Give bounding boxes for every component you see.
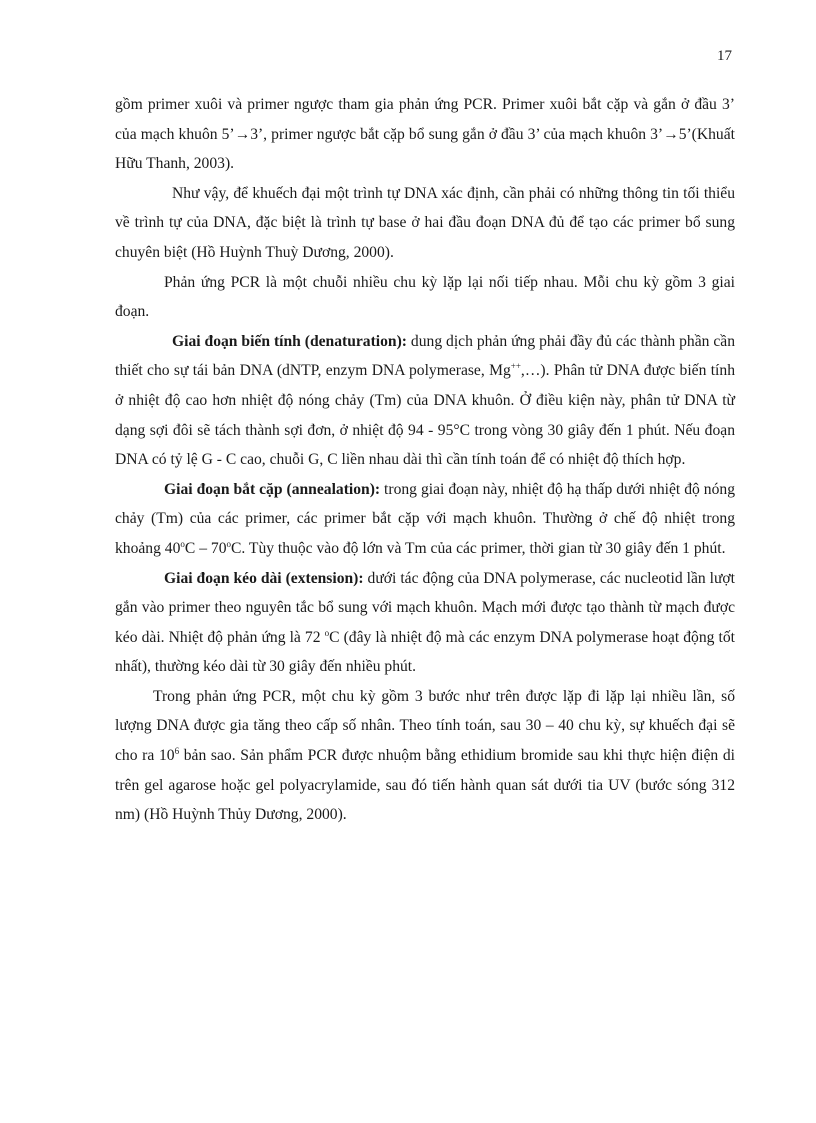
magnesium-charge: ++ [510,361,521,372]
annealing-heading: Giai đoạn bắt cặp [164,480,283,498]
paragraph-denaturation [115,327,735,475]
paragraph-amplification [115,682,735,830]
denaturation-heading: Giai đoạn biến tính (denaturation): [172,332,407,350]
paragraph-annealing [115,475,735,564]
amplification-text-b: bản sao. Sản phẩm PCR được nhuộm bằng ethidium bromide sau khi thực hiện điện di trên gel agarose hoặc gel polyacrylamide, sau đó tiến hành quan sát dưới tia UV (bước sóng 312 nm) (Hồ Huỳnh Thủy Dương, 2000). [115,747,735,824]
degree-sup-2: o [226,538,231,549]
annealing-heading-paren: (annealation): [286,480,381,498]
paragraph-primer-design: Như vậy, để khuếch đại một trình tự DNA xác định, cần phải có những thông tin tối thiểu về trình tự của DNA, đặc biệt là trình tự base ở hai đầu đoạn DNA đủ để tạo các primer bổ sung chuyên biệt (Hồ Huỳnh Thuỳ Dương, 2000). [115,184,735,261]
denaturation-text-b: ,…). Phân tử DNA được biến tính ở nhiệt độ cao hơn nhiệt độ nóng chảy (Tm) của DNA khuôn. Ở điều kiện này, phân tử DNA từ dạng sợi đôi sẽ tách thành sợi đơn, ở nhiệt độ 94 - 95°C trong vòng 30 giây đến 1 phút. Nếu đoạn DNA có tỷ lệ G - C cao, chuỗi G, C liền nhau dài thì cần tính toán để có nhiệt độ thích hợp. [115,362,735,469]
extension-text-a: dưới tác động của DNA polymerase, các nucleotid lần lượt gắn vào primer theo nguyên tắc bổ sung với mạch khuôn. Mạch mới được tạo thành từ mạch được kéo dài. Nhiệt độ phản ứng là 72 [115,569,735,646]
paragraph-primer-binding: gồm primer xuôi và primer ngược tham gia phản ứng PCR. Primer xuôi bắt cặp và gắn ở đầu 3’ của mạch khuôn 5’→3’, primer ngược bắt cặp bổ sung gắn ở đầu 3’ của mạch khuôn 3’→5’(Khuất Hữu Thanh, 2003). [115,96,735,173]
denaturation-text-a: dung dịch phản ứng phải đầy đủ các thành phần cần thiết cho sự tái bản DNA (dNTP, enzym DNA polymerase, Mg [115,332,736,380]
degree-sup-3: o [324,627,330,638]
annealing-text-b: C – 70 [184,539,227,557]
annealing-text-a: trong giai đoạn này, nhiệt độ hạ thấp dưới nhiệt độ nóng chảy (Tm) của các primer, các primer bắt cặp với mạch khuôn. Thường ở chế độ nhiệt trong khoảng 40 [115,480,735,557]
document-body [115,90,735,830]
page-number: 17 [717,48,732,64]
extension-text-b: C (đây là nhiệt độ mà các enzym DNA polymerase hoạt động tốt nhất), thường kéo dài từ 30 giây đến nhiều phút. [115,628,735,676]
degree-sup-1: o [180,538,185,549]
annealing-text-c: C. Tùy thuộc vào độ lớn và Tm của các primer, thời gian từ 30 giây đến 1 phút. [231,539,726,557]
amplification-text-a: Trong phản ứng PCR, một chu kỳ gồm 3 bước như trên được lặp đi lặp lại nhiều lần, số lượng DNA được gia tăng theo cấp số nhân. Theo tính toán, sau 30 – 40 chu kỳ, sự khuếch đại sẽ cho ra 10 [115,687,735,765]
extension-heading: Giai đoạn kéo dài (extension): [164,569,364,587]
paragraph-pcr-cycle: Phản ứng PCR là một chuỗi nhiều chu kỳ lặp lại nối tiếp nhau. Mỗi chu kỳ gồm 3 giai đoạn. [115,273,735,321]
paragraph-extension [115,564,735,682]
exponent-sup: 6 [174,746,180,757]
